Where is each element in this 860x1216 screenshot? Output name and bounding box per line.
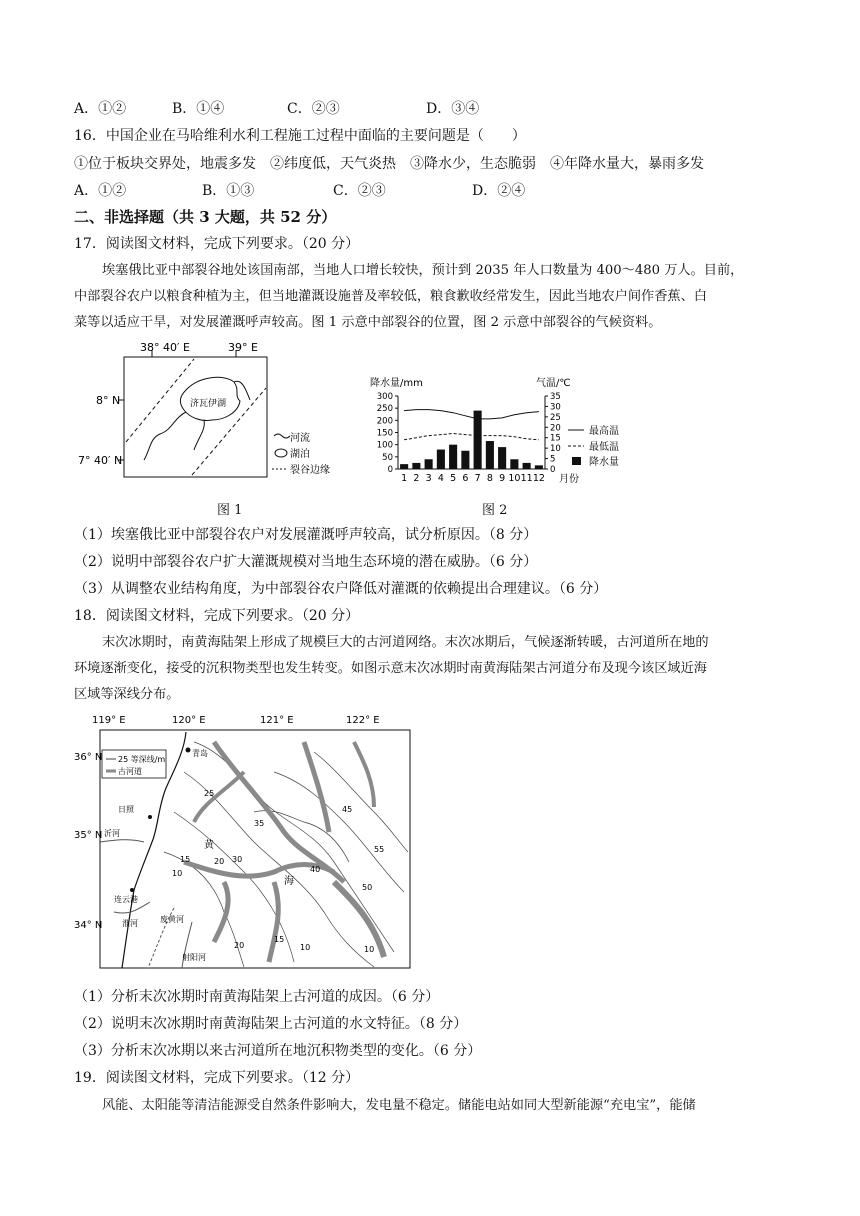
map-sea-label-hai: 海 xyxy=(284,876,294,887)
fig2-month-label: 7 xyxy=(474,473,481,484)
q16-option-c: C．②③ xyxy=(333,183,386,199)
fig2-month-label: 9 xyxy=(499,473,506,484)
fig2-month-label: 4 xyxy=(437,473,444,484)
fig2-min-temp-line xyxy=(404,434,539,440)
fig2-left-tick-label: 50 xyxy=(382,452,393,463)
fig2-right-tick-label: 0 xyxy=(550,465,556,475)
q15-option-c: C．②③ xyxy=(287,101,340,117)
fig2-legend-precip: 降水量 xyxy=(589,457,619,468)
fig2-month-unit: 月份 xyxy=(559,474,579,485)
map-place-qingdao: 青岛 xyxy=(192,749,208,758)
fig2-precip-bar xyxy=(498,447,506,469)
fig2-precip-bar xyxy=(425,459,433,469)
fig2-right-tick-label: 35 xyxy=(550,392,561,402)
fig2-precip-bar xyxy=(523,463,531,469)
q16-items: ①位于板块交界处，地震多发 ②纬度低，天气炎热 ③降水少，生态脆弱 ④年降水量大，暴雨多发 xyxy=(74,156,704,172)
fig2-month-label: 2 xyxy=(413,473,420,484)
map-depth-label: 40 xyxy=(310,865,321,874)
map-lat-label: 36° N xyxy=(74,752,103,763)
fig1-lon-label: 39° E xyxy=(228,341,258,354)
fig2-right-tick-label: 30 xyxy=(550,402,561,413)
q16-option-d: D．②④ xyxy=(472,183,526,199)
section2-title: 二、非选择题（共 3 大题，共 52 分） xyxy=(74,208,337,226)
fig1-legend-lake: 湖泊 xyxy=(290,449,310,460)
map-depth-label: 25 xyxy=(204,789,215,798)
fig2-right-axis-title: 气温/℃ xyxy=(536,378,571,389)
map-place-feihuanghe: 废黄河 xyxy=(160,915,184,924)
figure-2-caption: 图 2 xyxy=(482,503,508,518)
fig1-lon-label: 38° 40′ E xyxy=(140,341,190,354)
map-place-yihe: 沂河 xyxy=(104,829,120,838)
fig1-legend-rift: 裂谷边缘 xyxy=(290,465,330,476)
map-place-sheyanghe: 射阳河 xyxy=(182,953,206,962)
q15-option-d: D．③④ xyxy=(426,101,480,117)
q17-para-2: 中部裂谷农户以粮食种植为主，但当地灌溉设施普及率较低，粮食歉收经常发生，因此当地农户间作香蕉、白 xyxy=(74,289,707,304)
fig2-month-label: 11 xyxy=(520,473,533,484)
south-yellow-sea-map xyxy=(74,712,414,974)
fig2-left-tick-label: 0 xyxy=(387,465,393,475)
fig2-precip-bar xyxy=(510,459,518,469)
fig2-right-tick-label: 10 xyxy=(550,444,561,455)
q17-question-1: （1）埃塞俄比亚中部裂谷农户对发展灌溉呼声较高，试分析原因。（8 分） xyxy=(74,527,538,543)
map-legend-contour: 25 等深线/m xyxy=(118,755,166,764)
fig2-left-axis-title: 降水量/mm xyxy=(370,378,423,389)
q17-stem: 17．阅读图文材料，完成下列要求。（20 分） xyxy=(74,236,360,252)
q17-para-1: 埃塞俄比亚中部裂谷地处该国南部，当地人口增长较快，预计到 2035 年人口数量为 400～480 万人。目前， xyxy=(102,263,744,278)
fig1-legend-river: 河流 xyxy=(290,433,310,444)
fig2-precip-bar xyxy=(449,445,457,469)
map-depth-label: 20 xyxy=(234,941,245,950)
map-lon-label: 119° E xyxy=(92,715,126,726)
figure-2-climate-chart xyxy=(370,374,640,490)
fig2-left-tick-label: 100 xyxy=(376,440,393,451)
map-legend-channel: 古河道 xyxy=(118,767,142,776)
figure-1-caption: 图 1 xyxy=(217,503,243,518)
fig1-river xyxy=(194,420,204,450)
q15-option-a: A．①② xyxy=(74,101,127,117)
q18-question-3: （3）分析末次冰期以来古河道所在地沉积物类型的变化。（6 分） xyxy=(74,1043,482,1059)
map-lat-label: 35° N xyxy=(74,830,103,841)
map-place-rizhao: 日照 xyxy=(118,805,134,814)
q17-question-3: （3）从调整农业结构角度，为中部裂谷农户降低对灌溉的依赖提出合理建议。（6 分） xyxy=(74,581,608,597)
fig2-right-tick-label: 20 xyxy=(550,423,561,434)
fig2-month-label: 8 xyxy=(486,473,493,484)
q16-option-b: B．①③ xyxy=(202,183,255,199)
q18-para-1: 末次冰期时，南黄海陆架上形成了规模巨大的古河道网络。末次冰期后，气候逐渐转暖，古河道所在地的 xyxy=(102,635,709,650)
fig2-left-tick-label: 150 xyxy=(376,428,393,439)
map-depth-label: 45 xyxy=(342,805,353,814)
map-lon-label: 121° E xyxy=(260,715,294,726)
fig2-right-tick-label: 15 xyxy=(550,433,561,444)
fig2-right-tick-label: 25 xyxy=(550,412,561,423)
fig2-left-tick-label: 200 xyxy=(376,416,393,427)
q17-para-3: 菜等以适应干旱，对发展灌溉呼声较高。图 1 示意中部裂谷的位置，图 2 示意中部裂谷的气候资料。 xyxy=(74,315,662,330)
fig2-month-label: 1 xyxy=(401,473,408,484)
q18-question-2: （2）说明末次冰期时南黄海陆架上古河道的水文特征。（8 分） xyxy=(74,1016,468,1032)
map-depth-label: 35 xyxy=(254,819,265,828)
fig2-precip-bar xyxy=(461,451,469,469)
fig2-precip-bar xyxy=(412,463,420,469)
q19-para-1: 风能、太阳能等清洁能源受自然条件影响大，发电量不稳定。储能电站如同大型新能源“充电宝”，能储 xyxy=(102,1098,696,1113)
fig2-precip-bar xyxy=(535,465,543,469)
fig2-left-tick-label: 300 xyxy=(376,392,393,402)
fig2-month-label: 5 xyxy=(450,473,457,484)
fig1-lake-label: 济瓦伊湖 xyxy=(190,399,227,409)
q16-option-a: A．①② xyxy=(74,183,127,199)
figure-1-rift-map xyxy=(74,338,364,488)
fig2-precip-bar xyxy=(437,450,445,469)
map-depth-label: 50 xyxy=(362,883,373,892)
q15-option-b: B．①④ xyxy=(172,101,225,117)
q18-para-3: 区域等深线分布。 xyxy=(74,687,180,702)
fig2-legend-max: 最高温 xyxy=(589,426,619,437)
map-depth-label: 15 xyxy=(274,935,285,944)
map-depth-label: 20 xyxy=(214,857,225,866)
fig2-legend-min: 最低温 xyxy=(589,442,619,453)
fig2-precip-bar xyxy=(486,441,494,469)
fig2-month-label: 3 xyxy=(425,473,432,484)
fig2-month-label: 12 xyxy=(532,473,545,484)
map-place-huaihe: 淮河 xyxy=(122,919,138,928)
fig1-lat-label: 8° N xyxy=(96,394,121,407)
map-depth-label: 10 xyxy=(172,869,183,878)
q18-stem: 18．阅读图文材料，完成下列要求。（20 分） xyxy=(74,608,360,624)
q19-stem: 19．阅读图文材料，完成下列要求。（12 分） xyxy=(74,1070,360,1086)
map-depth-label: 15 xyxy=(180,855,191,864)
fig2-left-tick-label: 250 xyxy=(376,404,393,415)
fig2-max-temp-line xyxy=(404,410,539,419)
map-depth-label: 55 xyxy=(374,845,385,854)
map-place-lianyungang: 连云港 xyxy=(114,895,138,904)
q16-stem: 16．中国企业在马哈维利水利工程施工过程中面临的主要问题是（ ） xyxy=(74,128,526,144)
q18-question-1: （1）分析末次冰期时南黄海陆架上古河道的成因。（6 分） xyxy=(74,989,440,1005)
fig2-month-label: 10 xyxy=(508,473,521,484)
fig1-river xyxy=(144,412,186,460)
fig2-month-label: 6 xyxy=(462,473,469,484)
map-depth-label: 10 xyxy=(364,945,375,954)
map-sea-label-huang: 黄 xyxy=(204,840,214,851)
map-depth-label: 10 xyxy=(300,943,311,952)
q17-question-2: （2）说明中部裂谷农户扩大灌溉规模对当地生态环境的潜在威胁。（6 分） xyxy=(74,554,538,570)
map-depth-label: 30 xyxy=(232,855,243,864)
q18-para-2: 环境逐渐变化，接受的沉积物类型也发生转变。如图示意末次冰期时南黄海陆架古河道分布及现今该区域近海 xyxy=(74,661,707,676)
fig2-precip-bar xyxy=(400,464,408,469)
fig2-right-tick-label: 5 xyxy=(550,454,556,465)
fig1-lat-label: 7° 40′ N xyxy=(78,454,123,467)
map-lon-label: 120° E xyxy=(172,715,206,726)
map-lat-label: 34° N xyxy=(74,920,103,931)
map-lon-label: 122° E xyxy=(346,715,380,726)
